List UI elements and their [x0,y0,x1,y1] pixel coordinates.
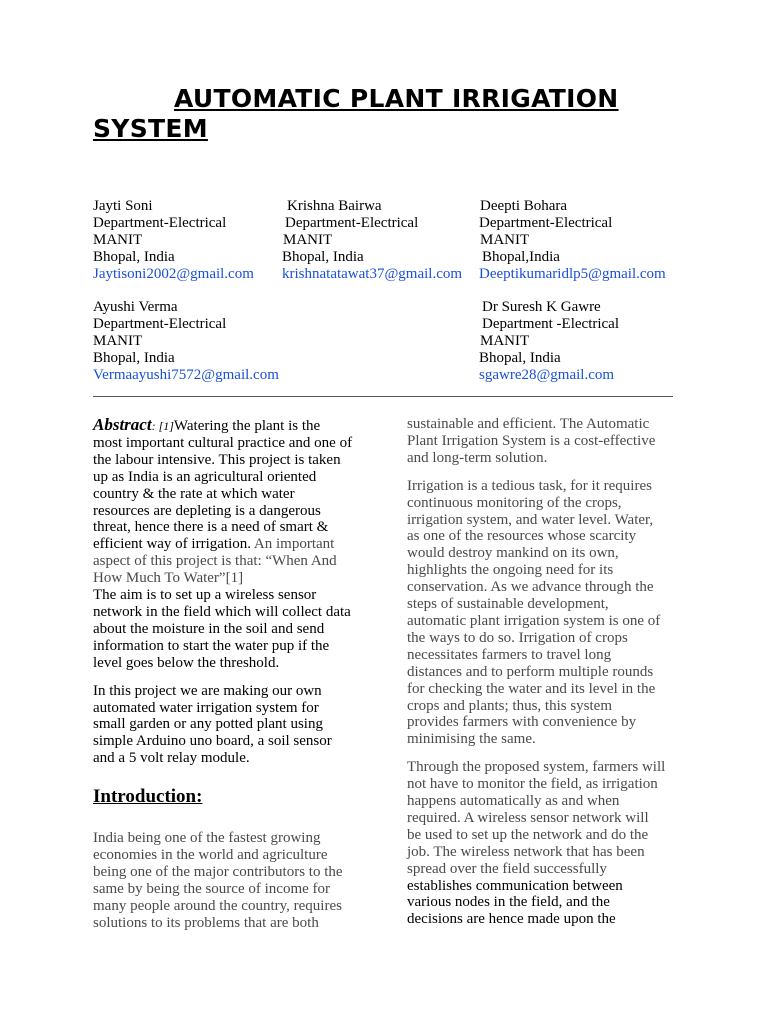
body-text-line: highlights the ongoing need for its [407,562,614,579]
author-department: Department-Electrical [285,215,419,231]
author-institution: MANIT [480,232,530,248]
body-text-line: various nodes in the field, and the [407,894,610,911]
abstract-text-line: threat, hence there is a need of smart & [93,519,329,536]
author-location: Bhopal, India [479,350,561,366]
author-name: Dr Suresh K Gawre [482,299,601,315]
abstract-text-line: The aim is to set up a wireless sensor [93,587,317,604]
body-text-line: would destroy mankind on its own, [407,545,619,562]
author-department: Department-Electrical [93,316,227,332]
body-text-line: the ways to do so. Irrigation of crops [407,629,628,646]
abstract-heading: Abstract [93,415,152,434]
body-text-line: and long-term solution. [407,449,548,466]
body-text-line: Through the proposed system, farmers will [407,759,666,776]
introduction-text-line: same by being the source of income for [93,880,331,897]
introduction-text-line: solutions to its problems that are both [93,914,319,931]
author-name: Deepti Bohara [480,198,568,214]
body-text-line: spread over the field successfully [407,860,607,877]
paper-title-line-2: SYSTEM [93,114,208,143]
abstract-quote-line: How Much To Water”[1] [93,570,244,587]
author-name: Ayushi Verma [93,299,178,315]
body-text-line: necessitates farmers to travel long [407,646,612,663]
abstract-colon: : [151,419,156,433]
section-divider [93,396,673,397]
body-text-line: crops and plants; thus, this system [407,697,612,714]
author-email-link[interactable]: Deeptikumaridlp5@gmail.com [479,266,666,282]
author-institution: MANIT [93,232,143,248]
abstract-text-line: automated water irrigation system for [93,699,319,716]
author-name: Jayti Soni [93,198,153,214]
author-department: Department-Electrical [93,215,227,231]
author-location: Bhopal, India [282,249,364,265]
author-block-1 [93,198,254,283]
body-text-line: happens automatically as and when [407,793,620,810]
introduction-text-line: many people around the country, requires [93,897,342,914]
author-institution: MANIT [93,333,143,349]
body-text-line: provides farmers with convenience by [407,714,637,731]
body-text-line: distances and to perform multiple rounds [407,663,654,680]
introduction-section [93,830,368,931]
author-email-link[interactable]: Jaytisoni2002@gmail.com [93,266,254,282]
body-text-line: minimising the same. [407,731,536,748]
body-text-line: Plant Irrigation System is a cost-effective [407,432,656,449]
introduction-text-line: India being one of the fastest growing [93,830,321,846]
introduction-text-line: economies in the world and agriculture [93,846,328,863]
body-text-line: steps of sustainable development, [407,596,609,613]
right-column-text [407,416,707,928]
abstract-text-line: information to start the water pup if the [93,637,330,654]
body-text-line: irrigation system, and water level. Water, [407,511,654,528]
abstract-text-line: country & the rate at which water [93,485,295,502]
body-text-line: establishes communication between [407,877,623,894]
author-email-link[interactable]: Vermaayushi7572@gmail.com [93,367,279,383]
abstract-text-line: most important cultural practice and one of [93,434,353,451]
author-email-link[interactable]: sgawre28@gmail.com [479,367,615,383]
body-text-line: not have to monitor the field, as irrigation [407,776,658,793]
author-department: Department -Electrical [482,316,620,332]
abstract-text-line: up as India is an agricultural oriented [93,468,317,485]
author-block-3 [479,198,666,283]
abstract-quote-fragment: An important [253,536,335,553]
introduction-text-line: being one of the major contributors to the [93,863,343,880]
abstract-text-line: the labour intensive. This project is taken [93,451,341,468]
body-text-line: for checking the water and its level in the [407,680,656,697]
introduction-heading: Introduction: [93,786,203,807]
author-location: Bhopal, India [93,350,175,366]
abstract-text-line: network in the field which will collect data [93,603,351,620]
body-text-line: required. A wireless sensor network will [407,809,649,826]
abstract-text-fragment: efficient way of irrigation. [93,536,254,553]
abstract-text-line: and a 5 volt relay module. [93,750,250,767]
abstract-section [93,417,368,767]
body-text-line: conservation. As we advance through the [407,579,654,596]
abstract-text-line: level goes below the threshold. [93,654,280,671]
abstract-quote-line: aspect of this project is that: “When And [93,553,337,570]
abstract-text-line: small garden or any potted plant using [93,716,323,733]
body-text-line: automatic plant irrigation system is one of [407,612,661,629]
body-text-line: job. The wireless network that has been [407,843,645,860]
body-text-line: continuous monitoring of the crops, [407,494,622,511]
author-institution: MANIT [480,333,530,349]
author-location: Bhopal,India [482,249,560,265]
author-email-link[interactable]: krishnatatawat37@gmail.com [282,266,463,282]
author-department: Department-Electrical [479,215,613,231]
body-text-line: as one of the resources whose scarcity [407,528,637,545]
author-block-4 [93,299,279,384]
abstract-text-line: resources are depleting is a dangerous [93,502,321,519]
body-text-line: Irrigation is a tedious task, for it requires [407,477,652,494]
paper-title-line-1: AUTOMATIC PLANT IRRIGATION [174,84,619,113]
abstract-text-line: Watering the plant is the [173,418,321,434]
body-text-line: decisions are hence made upon the [407,911,616,928]
author-institution: MANIT [283,232,333,248]
author-name: Krishna Bairwa [287,198,382,214]
abstract-text-line: simple Arduino uno board, a soil sensor [93,733,332,750]
abstract-text-line: In this project we are making our own [93,682,322,699]
abstract-text-line: about the moisture in the soil and send [93,620,325,637]
author-block-5 [479,299,619,384]
author-location: Bhopal, India [93,249,175,265]
citation-marker: [1] [155,419,174,433]
abstract-text-line [93,536,368,553]
author-block-2 [282,198,462,283]
abstract-first-line [93,417,368,435]
body-text-line: sustainable and efficient. The Automatic [407,416,650,432]
body-text-line: be used to set up the network and do the [407,826,649,843]
